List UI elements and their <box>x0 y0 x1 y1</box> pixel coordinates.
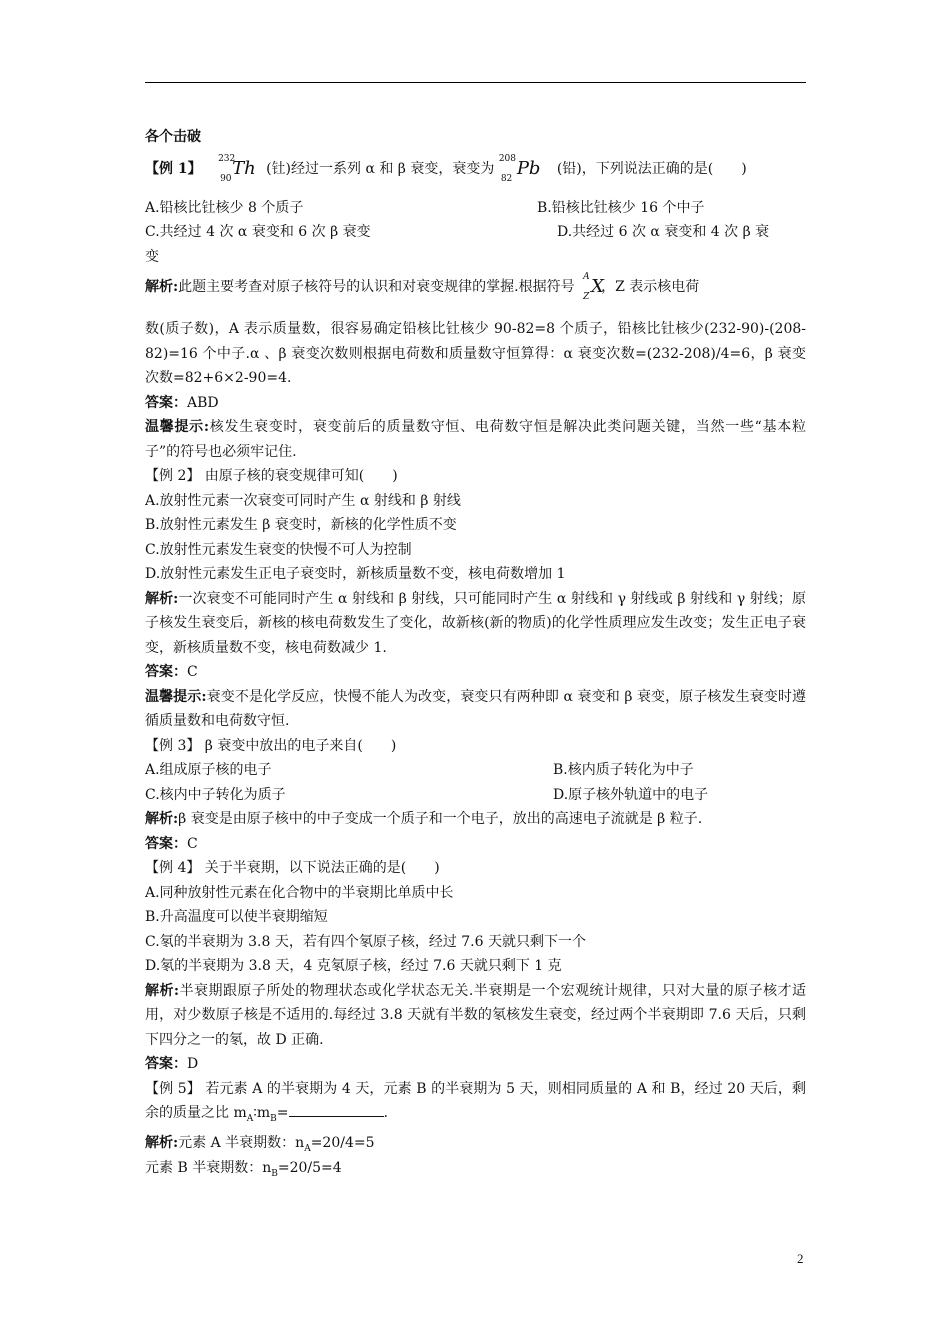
page-number: 2 <box>797 1251 804 1266</box>
option-c: C.放射性元素发生衰变的快慢不可人为控制 <box>145 541 412 558</box>
option-a: A.放射性元素一次衰变可同时产生 α 射线和 β 射线 <box>145 492 461 509</box>
example-2-answer: 答案：C <box>145 664 198 680</box>
example-4-answer: 答案：D <box>145 1056 199 1072</box>
example-5-question: 【例 5】 若元素 A 的半衰期为 4 天，元素 B 的半衰期为 5 天，则相同质量的 A 和 B，经过 20 天后，剩余的质量之比 $m_A∶m_B=$ . <box>145 1080 806 1124</box>
option-c: C.氡的半衰期为 3.8 天，若有四个氡原子核，经过 7.6 天就只剩下一个 <box>145 933 586 950</box>
option-a: A.同种放射性元素在化合物中的半衰期比单质中长 <box>145 884 454 901</box>
option-a: A.铅核比钍核少 8 个质子 <box>145 199 304 216</box>
example-5-solution-b: 元素 B 半衰期数：$n_B=20/5=4$ <box>145 1159 342 1179</box>
option-d: D.原子核外轨道中的电子 <box>553 786 709 803</box>
answer-blank[interactable] <box>289 1102 384 1117</box>
example-3-question: 【例 3】 β 衰变中放出的电子来自( ) <box>145 737 397 754</box>
example-1-options-ab <box>145 196 806 221</box>
option-c: C.共经过 4 次 α 衰变和 6 次 β 衰变 <box>145 224 371 240</box>
option-c: C.核内中子转化为质子 <box>145 786 286 803</box>
example-1-question: 【例 1】 232 90 Th (钍)经过一系列 α 和 β 衰变，衰变为 208 82 Pb (铅)，下列说法正确的是( ) <box>145 153 747 184</box>
example-4-question: 【例 4】 关于半衰期，以下说法正确的是( ) <box>145 860 440 876</box>
example-3-options-cd <box>145 783 806 808</box>
example-1-tip: 温馨提示:核发生衰变时，衰变前后的质量数守恒、电荷数守恒是解决此类问题关键，当然一些“基本粒子”的符号也必须牢记住. <box>145 419 807 460</box>
option-d: D.放射性元素发生正电子衰变时，新核质量数不变，核电荷数增加 1 <box>145 566 566 582</box>
option-d: D.共经过 6 次 α 衰变和 4 次 β 衰 <box>557 224 770 240</box>
example-3-solution: 解析:β 衰变是由原子核中的中子变成一个质子和一个电子，放出的高速电子流就是 β 粒子. <box>145 811 703 827</box>
generic-nuclide: A Z X <box>583 272 604 302</box>
option-d-continued: 变 <box>145 248 159 265</box>
example-5-solution-a: 解析:元素 A 半衰期数：$n_A=20/4=5$ <box>145 1135 375 1155</box>
option-b: B.核内质子转化为中子 <box>553 762 694 778</box>
option-b: B.铅核比钍核少 16 个中子 <box>537 199 705 216</box>
option-b: B.升高温度可以使半衰期缩短 <box>145 909 328 925</box>
example-1-answer: 答案：ABD <box>145 394 219 411</box>
page-content <box>145 125 806 1180</box>
thorium-nuclide: 232 90 Th <box>218 153 256 184</box>
example-3-answer: 答案：C <box>145 835 198 852</box>
example-2-solution: 解析:一次衰变不可能同时产生 α 射线和 β 射线，只可能同时产生 α 射线和 γ 射线或 β 射线和 γ 射线；原子核发生衰变后，新核的核电荷数发生了变化，故新核(新的物质)的化学性质理应发生改变；发生正电子衰变，新核质量数不变，核电荷数减少 1. <box>145 590 807 656</box>
example-1-solution: 解析:此题主要考查对原子核符号的认识和对衰变规律的掌握.根据符号 A Z X ，Z 表示核电荷 数(质子数)，A 表示质量数，很容易确定铅核比钍核少 90-82=8 个质子，铅核比钍核少(232-90)-(208-82)=16 个中子.α 、β 衰变次数则根据电荷数和质量数守恒算得：α 衰变次数=(232-208)/4=6，β 衰变次数=82+6×2-90=4. <box>145 272 806 386</box>
example-1-options-cd <box>145 220 806 245</box>
example-3-options-ab <box>145 758 806 783</box>
lead-nuclide: 208 82 Pb <box>498 153 541 184</box>
example-2-question: 【例 2】 由原子核的衰变规律可知( ) <box>145 468 398 484</box>
solution-label: 解析: <box>145 279 179 295</box>
example-2-tip: 温馨提示:衰变不是化学反应，快慢不能人为改变，衰变只有两种即 α 衰变和 β 衰变，原子核发生衰变时遵循质量数和电荷数守恒. <box>145 688 806 729</box>
section-title: 各个击破 <box>145 129 201 145</box>
option-a: A.组成原子核的电子 <box>145 762 272 778</box>
header-rule <box>145 82 806 83</box>
example-4-solution: 解析:半衰期跟原子所处的物理状态或化学状态无关.半衰期是一个宏观统计规律，只对大量的原子核才适用，对少数原子核是不适用的.每经过 3.8 天就有半数的氡核发生衰变，经过两个半衰期即 7.6 天后，只剩下四分之一的氡，故 D 正确. <box>145 982 807 1048</box>
option-d: D.氡的半衰期为 3.8 天，4 克氡原子核，经过 7.6 天就只剩下 1 克 <box>145 958 562 974</box>
example-1-tag: 【例 1】 <box>145 160 202 177</box>
option-b: B.放射性元素发生 β 衰变时，新核的化学性质不变 <box>145 517 457 533</box>
